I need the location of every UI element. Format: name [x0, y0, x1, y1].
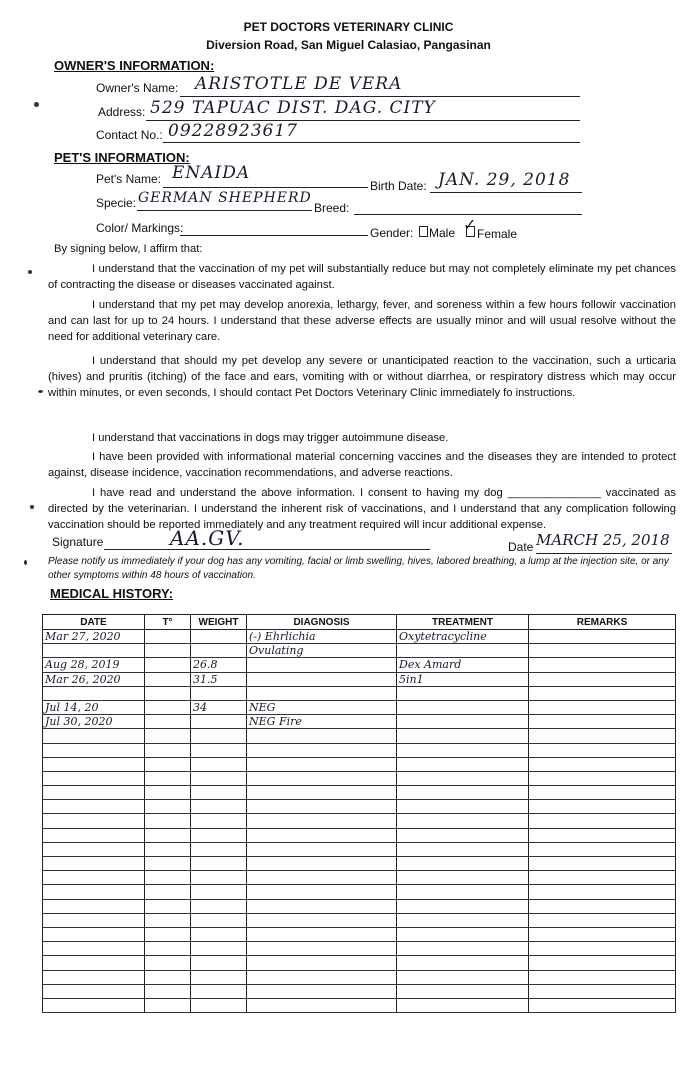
- owner-name-label: Owner's Name:: [96, 81, 179, 95]
- cell-treatment[interactable]: [397, 757, 529, 771]
- cell-date[interactable]: [43, 800, 145, 814]
- cell-remarks[interactable]: [529, 729, 676, 743]
- cell-diagnosis[interactable]: [247, 757, 397, 771]
- cell-diagnosis[interactable]: [247, 857, 397, 871]
- cell-date[interactable]: [43, 828, 145, 842]
- cell-temperature[interactable]: [145, 885, 191, 899]
- cell-weight[interactable]: [191, 857, 247, 871]
- cell-treatment[interactable]: [397, 871, 529, 885]
- cell-weight[interactable]: [191, 984, 247, 998]
- birth-date-value[interactable]: JAN. 29, 2018: [438, 170, 571, 190]
- breed-label: Breed:: [314, 201, 350, 215]
- consent-item-3: I understand that should my pet develop any severe or unanticipated reaction to the vaccination, such a urticaria (hives) and pruritis (itching) of the face and ears, vomiting with or without diarrhea, or respiratory distress which may occur within minutes, or even seconds, I should contact Pet Doctors Veterinary Clinic immediately fo instructions.: [48, 355, 676, 399]
- cell-weight[interactable]: [191, 729, 247, 743]
- cell-weight[interactable]: [191, 842, 247, 856]
- cell-remarks[interactable]: [529, 899, 676, 913]
- cell-weight[interactable]: [191, 786, 247, 800]
- cell-temperature[interactable]: [145, 927, 191, 941]
- cell-diagnosis[interactable]: [247, 814, 397, 828]
- cell-temperature[interactable]: [145, 956, 191, 970]
- table-row: [43, 700, 676, 714]
- cell-date[interactable]: Aug 28, 2019: [43, 658, 145, 672]
- table-row: [43, 743, 676, 757]
- cell-temperature[interactable]: [145, 970, 191, 984]
- cell-date[interactable]: [43, 857, 145, 871]
- medical-history-table: [42, 614, 676, 1013]
- cell-date[interactable]: [43, 771, 145, 785]
- cell-treatment[interactable]: [397, 644, 529, 658]
- cell-remarks[interactable]: [529, 942, 676, 956]
- cell-weight[interactable]: [191, 630, 247, 644]
- cell-date[interactable]: [43, 842, 145, 856]
- cell-date[interactable]: [43, 899, 145, 913]
- cell-weight[interactable]: [191, 828, 247, 842]
- cell-temperature[interactable]: [145, 686, 191, 700]
- cell-remarks[interactable]: [529, 757, 676, 771]
- cell-temperature[interactable]: [145, 630, 191, 644]
- column-header-date: DATE: [43, 615, 145, 630]
- cell-diagnosis[interactable]: [247, 686, 397, 700]
- cell-diagnosis[interactable]: [247, 729, 397, 743]
- date-value[interactable]: MARCH 25, 2018: [536, 531, 670, 549]
- cell-remarks[interactable]: [529, 842, 676, 856]
- cell-temperature[interactable]: [145, 913, 191, 927]
- cell-treatment[interactable]: [397, 700, 529, 714]
- female-option-label: Female: [477, 227, 518, 241]
- specie-label: Specie:: [96, 196, 137, 210]
- color-label: Color/ Markings:: [96, 221, 184, 235]
- cell-treatment[interactable]: [397, 984, 529, 998]
- table-row: [43, 899, 676, 913]
- color-line: [180, 235, 368, 236]
- cell-treatment[interactable]: [397, 942, 529, 956]
- signature-line: [104, 549, 430, 550]
- contact-value[interactable]: 09228923617: [168, 121, 298, 141]
- cell-temperature[interactable]: [145, 842, 191, 856]
- cell-temperature[interactable]: [145, 786, 191, 800]
- cell-temperature[interactable]: [145, 715, 191, 729]
- cell-date[interactable]: [43, 757, 145, 771]
- birth-date-line: [430, 192, 582, 193]
- cell-remarks[interactable]: [529, 771, 676, 785]
- cell-temperature[interactable]: [145, 942, 191, 956]
- cell-treatment[interactable]: [397, 800, 529, 814]
- cell-diagnosis[interactable]: NEG: [247, 700, 397, 714]
- cell-weight[interactable]: 26.8: [191, 658, 247, 672]
- table-row: [43, 927, 676, 941]
- cell-diagnosis[interactable]: [247, 672, 397, 686]
- cell-temperature[interactable]: [145, 729, 191, 743]
- cell-diagnosis[interactable]: [247, 842, 397, 856]
- cell-remarks[interactable]: [529, 970, 676, 984]
- cell-temperature[interactable]: [145, 644, 191, 658]
- cell-diagnosis[interactable]: [247, 743, 397, 757]
- cell-remarks[interactable]: [529, 658, 676, 672]
- cell-temperature[interactable]: [145, 828, 191, 842]
- cell-treatment[interactable]: [397, 828, 529, 842]
- cell-temperature[interactable]: [145, 672, 191, 686]
- cell-remarks[interactable]: [529, 956, 676, 970]
- cell-weight[interactable]: 34: [191, 700, 247, 714]
- cell-temperature[interactable]: [145, 814, 191, 828]
- table-row: [43, 814, 676, 828]
- cell-temperature[interactable]: [145, 899, 191, 913]
- table-row: [43, 998, 676, 1012]
- cell-weight[interactable]: [191, 743, 247, 757]
- cell-remarks[interactable]: [529, 700, 676, 714]
- cell-remarks[interactable]: [529, 743, 676, 757]
- pet-info-heading: PET'S INFORMATION:: [54, 150, 190, 165]
- cell-temperature[interactable]: [145, 700, 191, 714]
- cell-date[interactable]: [43, 970, 145, 984]
- cell-treatment[interactable]: [397, 729, 529, 743]
- cell-date[interactable]: [43, 686, 145, 700]
- cell-remarks[interactable]: [529, 644, 676, 658]
- gender-label: Gender:: [370, 226, 414, 240]
- consent-item-1: I understand that the vaccination of my pet will substantially reduce but may not completely eliminate my pet chances of contracting the disease or diseases vaccinated against.: [48, 263, 676, 291]
- cell-temperature[interactable]: [145, 871, 191, 885]
- scan-speck: [34, 102, 39, 107]
- table-row: [43, 658, 676, 672]
- cell-weight[interactable]: [191, 913, 247, 927]
- table-row: [43, 885, 676, 899]
- specie-line: [137, 210, 312, 211]
- male-checkbox[interactable]: [419, 226, 428, 237]
- cell-date[interactable]: [43, 729, 145, 743]
- owner-info-heading: OWNER'S INFORMATION:: [54, 58, 215, 73]
- medical-history-heading: MEDICAL HISTORY:: [50, 586, 174, 601]
- cell-diagnosis[interactable]: [247, 970, 397, 984]
- cell-date[interactable]: [43, 644, 145, 658]
- cell-weight[interactable]: [191, 771, 247, 785]
- table-row: [43, 970, 676, 984]
- cell-diagnosis[interactable]: [247, 885, 397, 899]
- table-row: [43, 757, 676, 771]
- consent-item-5: I have been provided with informational material concerning vaccines and the diseases they are intended to protect against, disease incidence, vaccination recommendations, and adverse reactions.: [48, 451, 676, 479]
- cell-remarks[interactable]: [529, 871, 676, 885]
- table-row: [43, 842, 676, 856]
- cell-treatment[interactable]: [397, 715, 529, 729]
- cell-remarks[interactable]: [529, 630, 676, 644]
- cell-temperature[interactable]: [145, 658, 191, 672]
- cell-date[interactable]: [43, 984, 145, 998]
- cell-treatment[interactable]: [397, 842, 529, 856]
- cell-remarks[interactable]: [529, 828, 676, 842]
- contact-label: Contact No.:: [96, 128, 163, 142]
- cell-treatment[interactable]: [397, 956, 529, 970]
- cell-treatment[interactable]: [397, 743, 529, 757]
- cell-weight[interactable]: [191, 885, 247, 899]
- table-row: [43, 857, 676, 871]
- table-row: [43, 729, 676, 743]
- cell-weight[interactable]: [191, 871, 247, 885]
- cell-diagnosis[interactable]: [247, 771, 397, 785]
- table-row: [43, 786, 676, 800]
- check-mark-icon: ✓: [463, 215, 478, 234]
- cell-diagnosis[interactable]: NEG Fire: [247, 715, 397, 729]
- column-header-temperature: T°: [145, 615, 191, 630]
- table-row: [43, 644, 676, 658]
- scan-speck: [38, 390, 43, 393]
- cell-remarks[interactable]: [529, 885, 676, 899]
- cell-date[interactable]: [43, 998, 145, 1012]
- cell-weight[interactable]: [191, 757, 247, 771]
- pet-name-label: Pet's Name:: [96, 172, 161, 186]
- cell-date[interactable]: [43, 927, 145, 941]
- cell-weight[interactable]: [191, 927, 247, 941]
- cell-remarks[interactable]: [529, 686, 676, 700]
- cell-diagnosis[interactable]: [247, 984, 397, 998]
- cell-treatment[interactable]: [397, 857, 529, 871]
- scan-speck: [30, 505, 34, 509]
- consent-item-6: I have read and understand the above information. I consent to having my dog _______________ vaccinated as directed by the veterinarian. I understand the inherent risk of vaccinations, and I understand that any complication following vaccination should be reported immediately and any treatment required will incur additional expense.: [48, 487, 676, 531]
- cell-date[interactable]: Jul 14, 20: [43, 700, 145, 714]
- cell-date[interactable]: Mar 27, 2020: [43, 630, 145, 644]
- cell-diagnosis[interactable]: [247, 927, 397, 941]
- cell-weight[interactable]: [191, 942, 247, 956]
- cell-treatment[interactable]: [397, 970, 529, 984]
- cell-weight[interactable]: [191, 814, 247, 828]
- birth-date-label: Birth Date:: [370, 179, 427, 193]
- male-option-label: Male: [429, 226, 456, 240]
- cell-weight[interactable]: 31.5: [191, 672, 247, 686]
- cell-remarks[interactable]: [529, 998, 676, 1012]
- cell-weight[interactable]: [191, 686, 247, 700]
- cell-date[interactable]: [43, 885, 145, 899]
- cell-date[interactable]: [43, 942, 145, 956]
- cell-temperature[interactable]: [145, 743, 191, 757]
- cell-remarks[interactable]: [529, 913, 676, 927]
- table-row: [43, 771, 676, 785]
- cell-treatment[interactable]: 5in1: [397, 672, 529, 686]
- scan-speck: [24, 560, 27, 565]
- cell-weight[interactable]: [191, 644, 247, 658]
- cell-treatment[interactable]: Oxytetracycline: [397, 630, 529, 644]
- consent-item-2: I understand that my pet may develop anorexia, lethargy, fever, and soreness within a few hours followir vaccination and can last for up to 24 hours. I understand that these adverse effects are usually minor and will usual resolve without the need for additional veterinary care.: [48, 299, 676, 343]
- cell-diagnosis[interactable]: [247, 998, 397, 1012]
- table-row: [43, 800, 676, 814]
- address-value[interactable]: 529 TAPUAC DIST. DAG. CITY: [150, 98, 436, 118]
- table-row: [43, 630, 676, 644]
- notice-text: Please notify us immediately if your dog has any vomiting, facial or limb swelling, hives, labored breathing, a lump at the injection site, or any other symptoms within 48 hours of vaccination.: [48, 556, 669, 581]
- cell-diagnosis[interactable]: [247, 871, 397, 885]
- cell-date[interactable]: [43, 814, 145, 828]
- cell-remarks[interactable]: [529, 927, 676, 941]
- contact-line: [163, 142, 580, 143]
- table-row: [43, 686, 676, 700]
- table-row: [43, 871, 676, 885]
- cell-date[interactable]: Jul 30, 2020: [43, 715, 145, 729]
- cell-treatment[interactable]: [397, 686, 529, 700]
- cell-diagnosis[interactable]: [247, 658, 397, 672]
- cell-temperature[interactable]: [145, 800, 191, 814]
- cell-treatment[interactable]: [397, 998, 529, 1012]
- clinic-name: PET DOCTORS VETERINARY CLINIC: [243, 20, 454, 34]
- pet-name-value[interactable]: ENAIDA: [172, 163, 251, 183]
- cell-remarks[interactable]: [529, 786, 676, 800]
- cell-temperature[interactable]: [145, 771, 191, 785]
- cell-weight[interactable]: [191, 899, 247, 913]
- table-row: [43, 715, 676, 729]
- cell-weight[interactable]: [191, 998, 247, 1012]
- cell-date[interactable]: Mar 26, 2020: [43, 672, 145, 686]
- cell-diagnosis[interactable]: [247, 956, 397, 970]
- consent-item-4: I understand that vaccinations in dogs may trigger autoimmune disease.: [92, 432, 449, 444]
- cell-diagnosis[interactable]: [247, 800, 397, 814]
- cell-diagnosis[interactable]: [247, 913, 397, 927]
- cell-treatment[interactable]: [397, 771, 529, 785]
- cell-temperature[interactable]: [145, 984, 191, 998]
- cell-date[interactable]: [43, 913, 145, 927]
- cell-treatment[interactable]: Dex Amard: [397, 658, 529, 672]
- cell-weight[interactable]: [191, 956, 247, 970]
- column-header-remarks: REMARKS: [529, 615, 676, 630]
- cell-treatment[interactable]: [397, 899, 529, 913]
- cell-treatment[interactable]: [397, 913, 529, 927]
- table-row: [43, 672, 676, 686]
- cell-date[interactable]: [43, 956, 145, 970]
- cell-treatment[interactable]: [397, 814, 529, 828]
- pet-name-line: [163, 187, 368, 188]
- cell-date[interactable]: [43, 871, 145, 885]
- cell-weight[interactable]: [191, 970, 247, 984]
- table-row: [43, 942, 676, 956]
- cell-temperature[interactable]: [145, 998, 191, 1012]
- table-row: [43, 828, 676, 842]
- cell-diagnosis[interactable]: [247, 828, 397, 842]
- cell-temperature[interactable]: [145, 857, 191, 871]
- table-header-row: [43, 615, 676, 630]
- owner-name-value[interactable]: ARISTOTLE DE VERA: [195, 74, 403, 94]
- column-header-diagnosis: DIAGNOSIS: [247, 615, 397, 630]
- cell-remarks[interactable]: [529, 800, 676, 814]
- specie-value[interactable]: GERMAN SHEPHERD: [138, 190, 312, 206]
- cell-weight[interactable]: [191, 800, 247, 814]
- consent-intro: By signing below, I affirm that:: [54, 243, 203, 255]
- cell-treatment[interactable]: [397, 786, 529, 800]
- signature-label: Signature: [52, 535, 104, 549]
- table-row: [43, 913, 676, 927]
- table-row: [43, 956, 676, 970]
- owner-name-line: [180, 96, 580, 97]
- cell-remarks[interactable]: [529, 672, 676, 686]
- date-label: Date: [508, 540, 534, 554]
- cell-diagnosis[interactable]: Ovulating: [247, 644, 397, 658]
- cell-temperature[interactable]: [145, 757, 191, 771]
- cell-diagnosis[interactable]: [247, 942, 397, 956]
- cell-remarks[interactable]: [529, 715, 676, 729]
- cell-remarks[interactable]: [529, 984, 676, 998]
- signature-value[interactable]: AA.GV.: [170, 526, 245, 550]
- column-header-treatment: TREATMENT: [397, 615, 529, 630]
- cell-diagnosis[interactable]: [247, 786, 397, 800]
- cell-date[interactable]: [43, 743, 145, 757]
- cell-weight[interactable]: [191, 715, 247, 729]
- date-line: [536, 553, 672, 554]
- cell-diagnosis[interactable]: [247, 899, 397, 913]
- cell-diagnosis[interactable]: (-) Ehrlichia: [247, 630, 397, 644]
- column-header-weight: WEIGHT: [191, 615, 247, 630]
- table-row: [43, 984, 676, 998]
- cell-remarks[interactable]: [529, 814, 676, 828]
- scan-speck: [28, 270, 32, 274]
- cell-remarks[interactable]: [529, 857, 676, 871]
- clinic-address: Diversion Road, San Miguel Calasiao, Pangasinan: [206, 38, 491, 52]
- cell-treatment[interactable]: [397, 927, 529, 941]
- address-label: Address:: [98, 105, 146, 119]
- cell-date[interactable]: [43, 786, 145, 800]
- cell-treatment[interactable]: [397, 885, 529, 899]
